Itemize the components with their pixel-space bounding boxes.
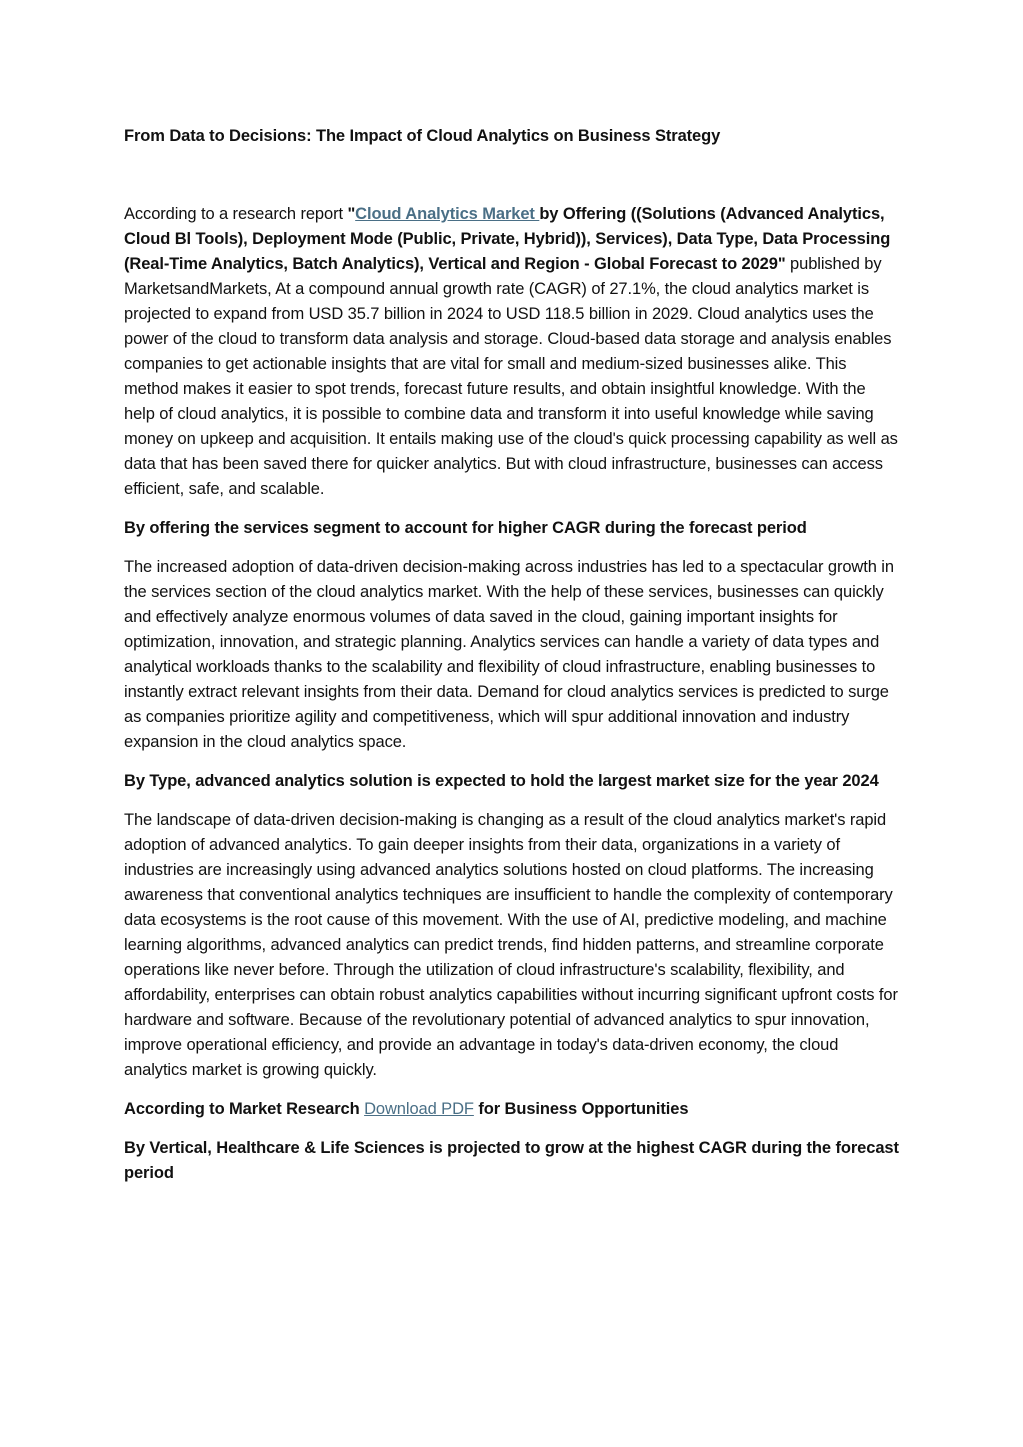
section-heading-services: By offering the services segment to account for higher CAGR during the forecast period bbox=[124, 519, 807, 537]
intro-body: published by MarketsandMarkets, At a compound annual growth rate (CAGR) of 27.1%, the cloud analytics market is projected to expand from USD 35.7 billion in 2024 to USD 118.5 billion in 2029. Cloud analytics uses the power of the cloud to transform data analysis and storage. Cloud-based data storage and analysis enables companies to get actionable insights that are vital for small and medium-sized businesses alike. This method makes it easier to spot trends, forecast future results, and obtain insightful knowledge. With the help of cloud analytics, it is possible to combine data and transform it into useful knowledge while saving money on upkeep and acquisition. It entails making use of the cloud's quick processing capability as well as data that has been saved there for quicker analytics. But with cloud infrastructure, businesses can access efficient, safe, and scalable. bbox=[124, 255, 898, 498]
cloud-analytics-market-link[interactable]: Cloud Analytics Market bbox=[355, 205, 540, 223]
document-page bbox=[124, 124, 900, 1200]
intro-lead: According to a research report bbox=[124, 205, 348, 223]
download-line-before: According to Market Research bbox=[124, 1100, 365, 1118]
download-line-after: for Business Opportunities bbox=[473, 1100, 689, 1118]
section-heading-type: By Type, advanced analytics solution is expected to hold the largest market size for the year 2024 bbox=[124, 772, 879, 790]
section-body-services: The increased adoption of data-driven decision-making across industries has led to a spectacular growth in the services section of the cloud analytics market. With the help of these services, businesses can quickly and effectively analyze enormous volumes of data saved in the cloud, gaining important insights for optimization, innovation, and strategic planning. Analytics services can handle a variety of data types and analytical workloads thanks to the scalability and flexibility of cloud infrastructure, enabling businesses to instantly extract relevant insights from their data. Demand for cloud analytics services is predicted to surge as companies prioritize agility and competitiveness, which will spur additional innovation and industry expansion in the cloud analytics space. bbox=[124, 558, 894, 751]
document-title: From Data to Decisions: The Impact of Cloud Analytics on Business Strategy bbox=[124, 127, 721, 145]
report-title: by Offering ((Solutions (Advanced Analytics, Cloud Bl Tools), Deployment Mode (Public, Private, Hybrid)), Services), Data Type, Data Processing (Real-Time Analytics, Batch Analytics), Vertical and Region - Global Forecast to 2029" bbox=[124, 205, 891, 273]
section-heading-vertical: By Vertical, Healthcare & Life Sciences is projected to grow at the highest CAGR during the forecast period bbox=[124, 1139, 899, 1182]
download-line bbox=[124, 1097, 900, 1122]
intro-paragraph bbox=[124, 202, 900, 502]
section-body-type: The landscape of data-driven decision-making is changing as a result of the cloud analytics market's rapid adoption of advanced analytics. To gain deeper insights from their data, organizations in a variety of industries are increasingly using advanced analytics solutions hosted on cloud platforms. The increasing awareness that conventional analytics techniques are insufficient to handle the complexity of contemporary data ecosystems is the root cause of this movement. With the use of AI, predictive modeling, and machine learning algorithms, advanced analytics can predict trends, find hidden patterns, and streamline corporate operations like never before. Through the utilization of cloud infrastructure's scalability, flexibility, and affordability, enterprises can obtain robust analytics capabilities without incurring significant upfront costs for hardware and software. Because of the revolutionary potential of advanced analytics to spur innovation, improve operational efficiency, and provide an advantage in today's data-driven economy, the cloud analytics market is growing quickly. bbox=[124, 811, 898, 1079]
download-pdf-link[interactable]: Download PDF bbox=[364, 1100, 474, 1118]
quote-open: " bbox=[347, 205, 356, 223]
